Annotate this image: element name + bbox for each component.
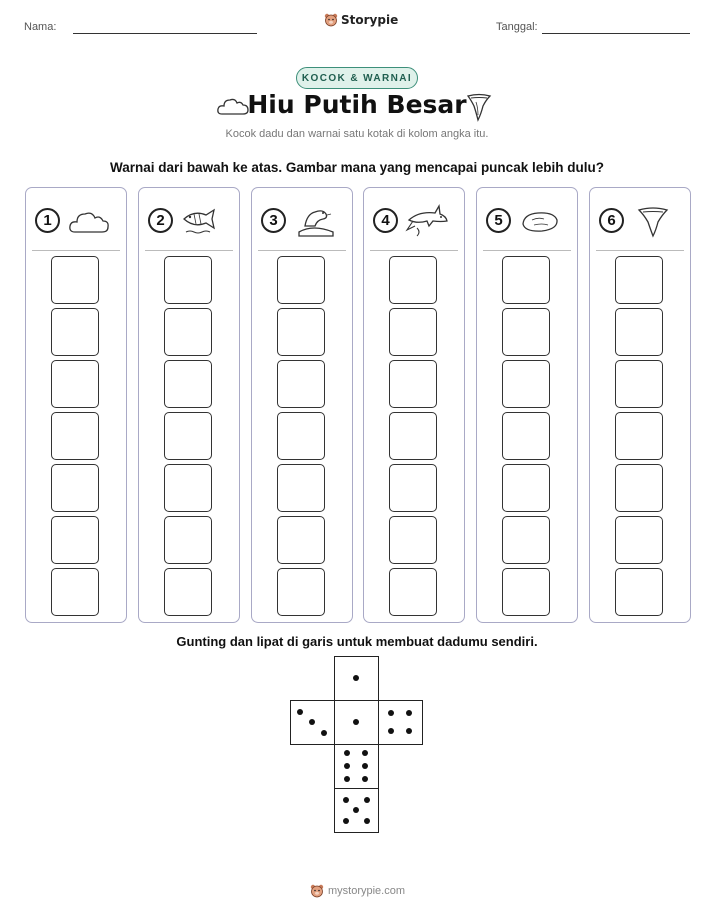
column-4 bbox=[363, 187, 465, 623]
column-3 bbox=[251, 187, 353, 623]
rock-icon bbox=[518, 202, 562, 238]
color-box[interactable] bbox=[502, 516, 550, 564]
color-box[interactable] bbox=[502, 568, 550, 616]
dice-pip bbox=[353, 719, 359, 725]
color-box[interactable] bbox=[615, 412, 663, 460]
date-label: Tanggal: bbox=[496, 21, 538, 33]
column-divider bbox=[32, 250, 120, 251]
dice-pip bbox=[297, 709, 303, 715]
color-box[interactable] bbox=[389, 516, 437, 564]
color-box[interactable] bbox=[164, 360, 212, 408]
dice-pip bbox=[406, 710, 412, 716]
footer bbox=[310, 884, 405, 898]
dice-face-5 bbox=[334, 788, 379, 833]
column-header bbox=[35, 202, 119, 238]
color-box[interactable] bbox=[615, 360, 663, 408]
color-box[interactable] bbox=[277, 360, 325, 408]
column-divider bbox=[370, 250, 458, 251]
column-divider bbox=[596, 250, 684, 251]
color-box[interactable] bbox=[615, 516, 663, 564]
shark-tooth-icon bbox=[466, 92, 492, 122]
dice-face-4 bbox=[378, 700, 423, 745]
dice-pip bbox=[344, 763, 350, 769]
brand-logo bbox=[324, 13, 398, 27]
color-box[interactable] bbox=[51, 308, 99, 356]
dice-pip bbox=[362, 763, 368, 769]
color-box[interactable] bbox=[164, 308, 212, 356]
dice-pip bbox=[353, 807, 359, 813]
coloring-instruction: Warnai dari bawah ke atas. Gambar mana yang mencapai puncak lebih dulu? bbox=[110, 160, 604, 175]
cut-instruction: Gunting dan lipat di garis untuk membuat dadumu sendiri. bbox=[176, 634, 538, 649]
column-header bbox=[373, 202, 457, 238]
activity-badge: KOCOK & WARNAI bbox=[296, 67, 418, 89]
color-box[interactable] bbox=[277, 256, 325, 304]
dice-pip bbox=[364, 797, 370, 803]
color-box[interactable] bbox=[164, 568, 212, 616]
dice-pip bbox=[343, 818, 349, 824]
color-box[interactable] bbox=[615, 308, 663, 356]
dice-pip bbox=[321, 730, 327, 736]
seal-icon bbox=[293, 202, 337, 238]
color-box[interactable] bbox=[502, 360, 550, 408]
color-box[interactable] bbox=[164, 516, 212, 564]
color-box[interactable] bbox=[277, 516, 325, 564]
color-box[interactable] bbox=[389, 464, 437, 512]
color-box[interactable] bbox=[164, 464, 212, 512]
color-box[interactable] bbox=[277, 464, 325, 512]
color-box[interactable] bbox=[51, 464, 99, 512]
color-box[interactable] bbox=[389, 412, 437, 460]
dice-pip bbox=[364, 818, 370, 824]
column-number: 5 bbox=[486, 208, 511, 233]
footer-url: mystorypie.com bbox=[328, 885, 406, 897]
color-box[interactable] bbox=[615, 464, 663, 512]
bear-mascot-icon bbox=[324, 13, 338, 27]
dice-pip bbox=[353, 675, 359, 681]
dice-face-6 bbox=[334, 744, 379, 789]
column-divider bbox=[258, 250, 346, 251]
color-box[interactable] bbox=[615, 256, 663, 304]
dice-pip bbox=[309, 719, 315, 725]
column-divider bbox=[483, 250, 571, 251]
brand-name: Storypie bbox=[341, 13, 399, 27]
column-number: 3 bbox=[261, 208, 286, 233]
color-box[interactable] bbox=[389, 360, 437, 408]
dice-face-1 bbox=[334, 700, 379, 745]
column-header bbox=[261, 202, 345, 238]
dice-pip bbox=[388, 728, 394, 734]
column-number: 1 bbox=[35, 208, 60, 233]
dice-pip bbox=[388, 710, 394, 716]
dice-pip bbox=[362, 776, 368, 782]
color-box[interactable] bbox=[277, 568, 325, 616]
dice-pip bbox=[362, 750, 368, 756]
dice-face-3 bbox=[290, 700, 335, 745]
color-box[interactable] bbox=[51, 360, 99, 408]
column-6 bbox=[589, 187, 691, 623]
date-line[interactable] bbox=[542, 33, 690, 34]
color-box[interactable] bbox=[164, 412, 212, 460]
color-box[interactable] bbox=[277, 308, 325, 356]
name-label: Nama: bbox=[24, 21, 57, 33]
column-number: 4 bbox=[373, 208, 398, 233]
column-2 bbox=[138, 187, 240, 623]
dice-pip bbox=[343, 797, 349, 803]
color-box[interactable] bbox=[51, 412, 99, 460]
dice-pip bbox=[406, 728, 412, 734]
color-box[interactable] bbox=[502, 464, 550, 512]
color-box[interactable] bbox=[389, 256, 437, 304]
name-line[interactable] bbox=[73, 33, 257, 34]
column-5 bbox=[476, 187, 578, 623]
color-box[interactable] bbox=[51, 568, 99, 616]
color-box[interactable] bbox=[502, 412, 550, 460]
cloud-icon bbox=[67, 202, 111, 238]
fish-icon bbox=[180, 202, 224, 238]
color-box[interactable] bbox=[502, 308, 550, 356]
page-title: Hiu Putih Besar bbox=[247, 90, 467, 119]
bear-mascot-icon bbox=[310, 884, 324, 898]
column-number: 2 bbox=[148, 208, 173, 233]
color-box[interactable] bbox=[277, 412, 325, 460]
color-box[interactable] bbox=[51, 516, 99, 564]
color-box[interactable] bbox=[164, 256, 212, 304]
dice-pip bbox=[344, 750, 350, 756]
column-header bbox=[486, 202, 570, 238]
color-box[interactable] bbox=[615, 568, 663, 616]
dice-pip bbox=[344, 776, 350, 782]
dice-face-1 bbox=[334, 656, 379, 701]
color-box[interactable] bbox=[51, 256, 99, 304]
shark-tooth-icon bbox=[631, 202, 675, 238]
subtitle: Kocok dadu dan warnai satu kotak di kolom angka itu. bbox=[225, 128, 489, 140]
color-box[interactable] bbox=[389, 568, 437, 616]
color-box[interactable] bbox=[502, 256, 550, 304]
column-1 bbox=[25, 187, 127, 623]
column-number: 6 bbox=[599, 208, 624, 233]
column-header bbox=[599, 202, 683, 238]
shark-icon bbox=[405, 202, 449, 238]
color-box[interactable] bbox=[389, 308, 437, 356]
column-header bbox=[148, 202, 232, 238]
column-divider bbox=[145, 250, 233, 251]
